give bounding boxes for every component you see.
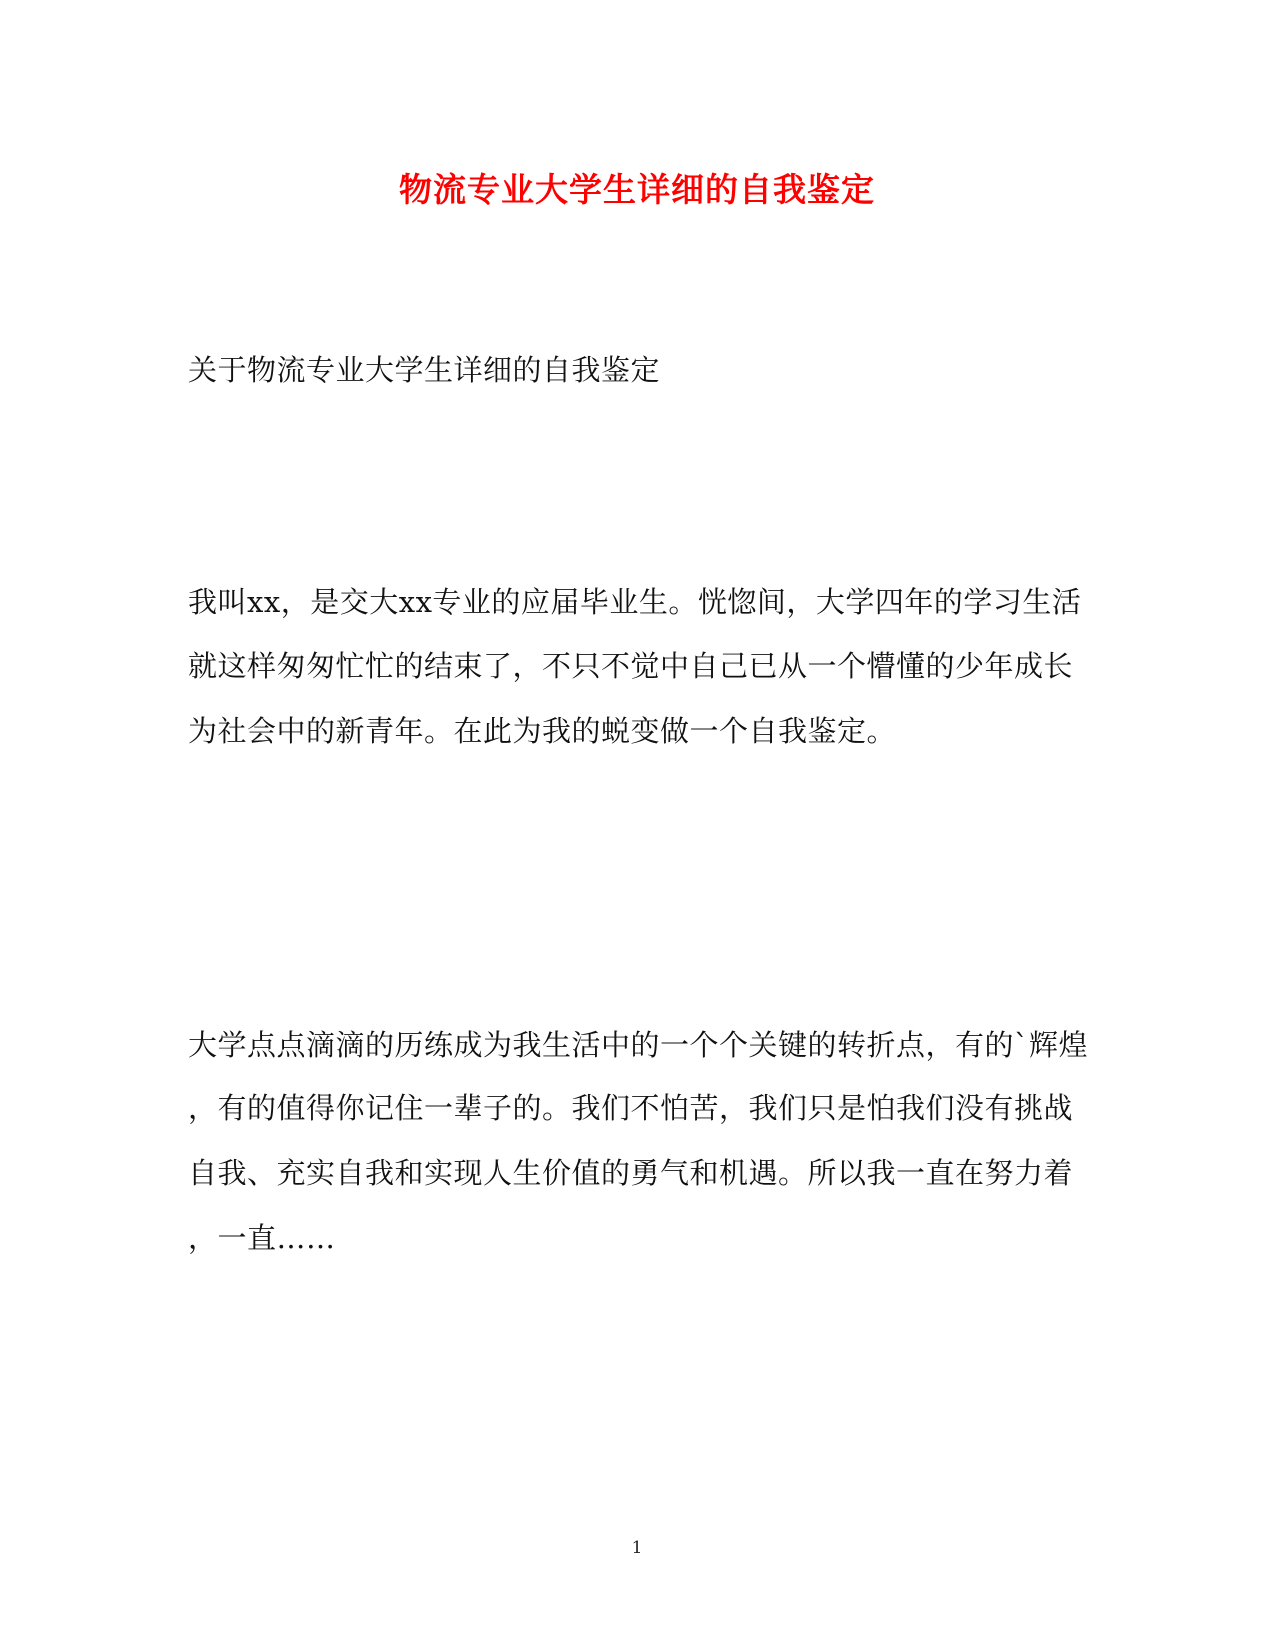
- paragraph-line: 大学点点滴滴的历练成为我生活中的一个个关键的转折点，有的`辉煌: [188, 1028, 1089, 1062]
- document-subtitle: 关于物流专业大学生详细的自我鉴定: [188, 353, 661, 387]
- paragraph-line: 就这样匆匆忙忙的结束了，不只不觉中自己已从一个懵懂的少年成长: [188, 649, 1074, 683]
- paragraph-line: ，有的值得你记住一辈子的。我们不怕苦，我们只是怕我们没有挑战: [188, 1091, 1074, 1125]
- paragraph-line: ，一直……: [188, 1221, 336, 1255]
- paragraph-line: 自我、充实自我和实现人生价值的勇气和机遇。所以我一直在努力着: [188, 1156, 1074, 1190]
- paragraph-line: 我叫xx，是交大xx专业的应届毕业生。恍惚间，大学四年的学习生活: [188, 585, 1082, 619]
- document-title: 物流专业大学生详细的自我鉴定: [399, 170, 875, 209]
- page-number: 1: [631, 1538, 643, 1558]
- paragraph-line: 为社会中的新青年。在此为我的蜕变做一个自我鉴定。: [188, 714, 897, 748]
